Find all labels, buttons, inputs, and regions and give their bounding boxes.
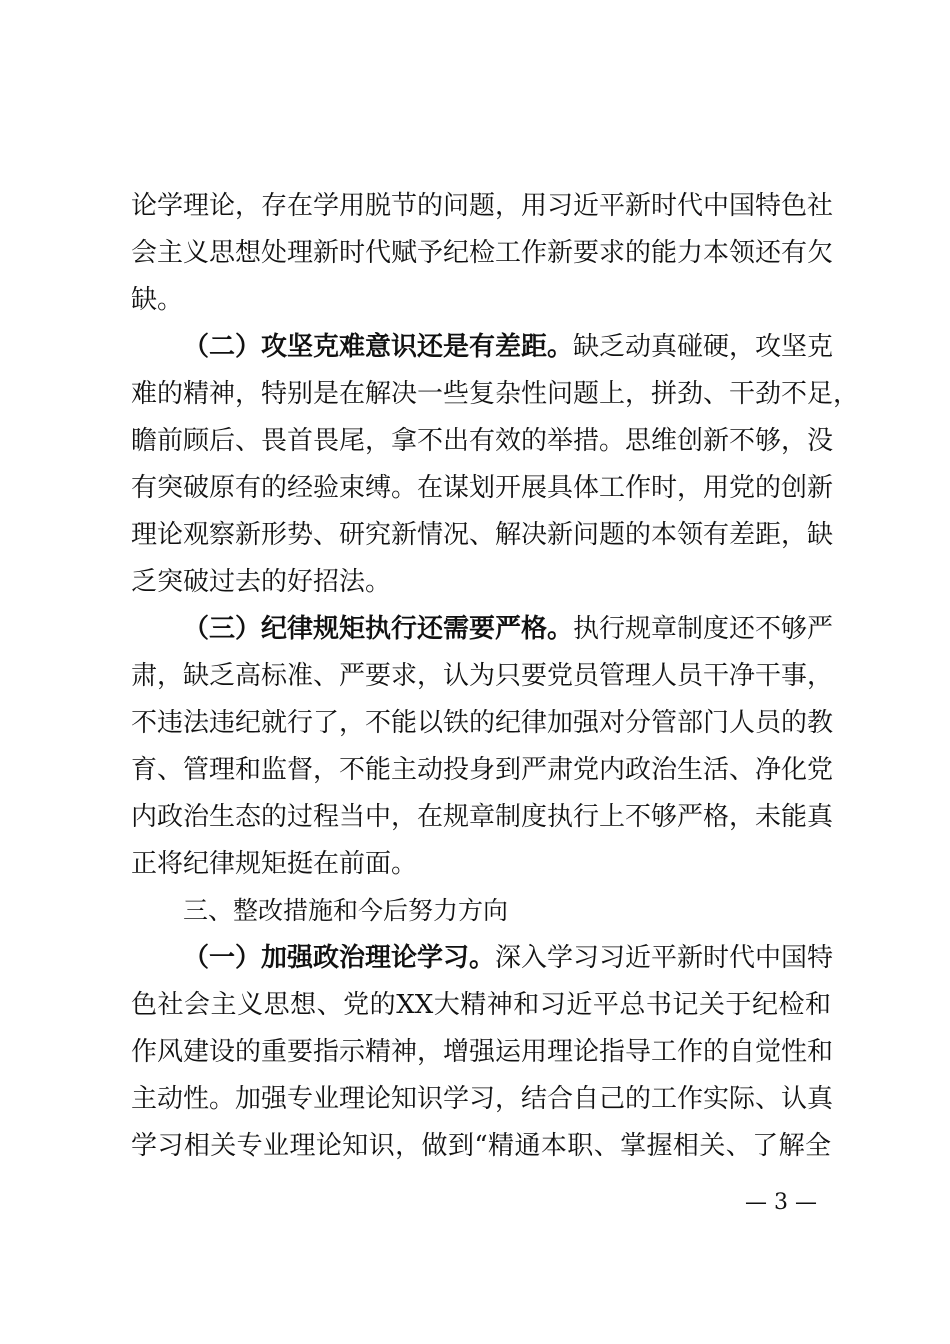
- section-2-first-line: [183, 324, 834, 370]
- section-3-first-line: [183, 606, 834, 652]
- paragraph-line: 肃，缺乏高标准、严要求，认为只要党员管理人员干净干事，: [131, 661, 834, 691]
- paragraph-line: 理论观察新形势、研究新情况、解决新问题的本领有差距，缺: [131, 520, 834, 550]
- section-3-first-line-text: 执行规章制度还不够严: [573, 614, 834, 644]
- section-2-first-line-text: 缺乏动真碰硬，攻坚克: [573, 332, 834, 362]
- paragraph-line: 缺。: [131, 285, 184, 315]
- paragraph-line: 瞻前顾后、畏首畏尾，拿不出有效的举措。思维创新不够，没: [131, 426, 834, 456]
- paragraph-line: 主动性。加强专业理论知识学习，结合自己的工作实际、认真: [131, 1084, 834, 1114]
- paragraph-line: 会主义思想处理新时代赋予纪检工作新要求的能力本领还有欠: [131, 238, 834, 268]
- paragraph-line: 不违法违纪就行了，不能以铁的纪律加强对分管部门人员的教: [131, 708, 834, 738]
- section-2-heading: （二）攻坚克难意识还是有差距。: [183, 332, 574, 362]
- paragraph-line: 作风建设的重要指示精神，增强运用理论指导工作的自觉性和: [131, 1037, 834, 1067]
- paragraph-line: 内政治生态的过程当中，在规章制度执行上不够严格，未能真: [131, 802, 834, 832]
- paragraph-line: 学习相关专业理论知识，做到“精通本职、掌握相关、了解全: [131, 1131, 831, 1161]
- part-3-heading: 三、整改措施和今后努力方向: [183, 896, 509, 925]
- subsection-1-first-line-text: 深入学习习近平新时代中国特: [495, 943, 834, 973]
- section-3-heading: （三）纪律规矩执行还需要严格。: [183, 614, 574, 644]
- page-number: — 3 —: [745, 1190, 817, 1215]
- subsection-1-first-line: [183, 935, 834, 981]
- paragraph-line: 难的精神，特别是在解决一些复杂性问题上，拼劲、干劲不足，: [131, 379, 860, 409]
- subsection-1-heading: （一）加强政治理论学习。: [183, 943, 496, 973]
- paragraph-line: 正将纪律规矩挺在前面。: [131, 849, 418, 879]
- paragraph-line: 育、管理和监督，不能主动投身到严肃党内政治生活、净化党: [131, 755, 834, 785]
- paragraph-line: 论学理论，存在学用脱节的问题，用习近平新时代中国特色社: [131, 191, 834, 221]
- paragraph-line: 乏突破过去的好招法。: [131, 567, 392, 597]
- paragraph-line: 有突破原有的经验束缚。在谋划开展具体工作时，用党的创新: [131, 473, 834, 503]
- paragraph-line: 色社会主义思想、党的XX大精神和习近平总书记关于纪检和: [131, 990, 831, 1020]
